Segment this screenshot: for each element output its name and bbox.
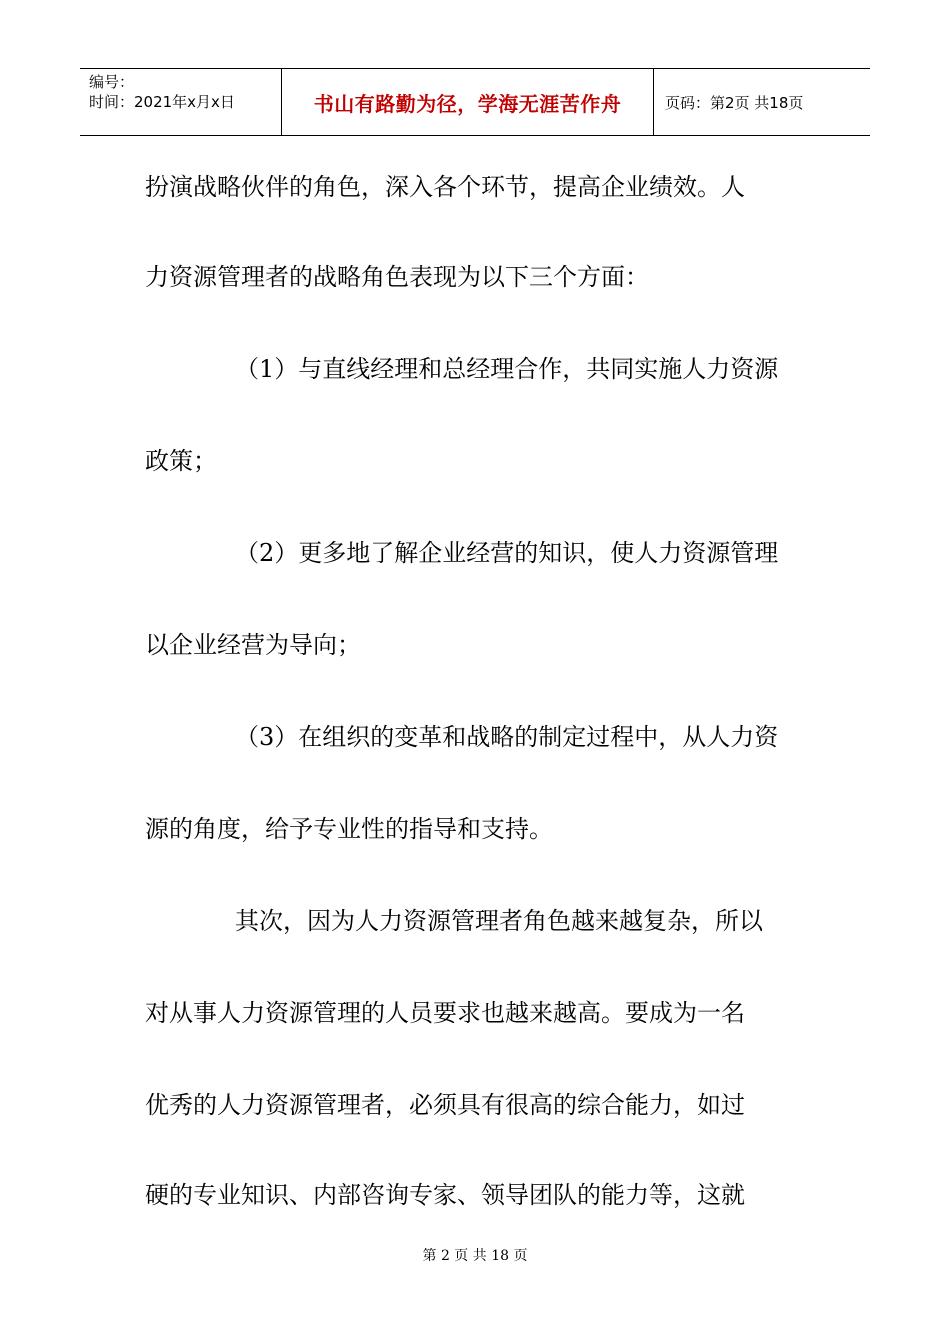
body-line: 力资源管理者的战略角色表现为以下三个方面： [145,263,649,291]
body-line: 源的角度，给予专业性的指导和支持。 [145,815,553,843]
list-item-2: （2）更多地了解企业经营的知识，使人力资源管理 [235,539,779,567]
header-meta-cell [80,69,282,135]
header-motto-cell [282,69,654,135]
document-date-label: 时间：2021年x月x日 [89,93,235,111]
body-line: 对从事人力资源管理的人员要求也越来越高。要成为一名 [145,999,745,1027]
body-line: 以企业经营为导向； [145,631,361,659]
list-item-1: （1）与直线经理和总经理合作，共同实施人力资源 [235,355,779,383]
header-page-cell [654,69,870,135]
body-line: 硬的专业知识、内部咨询专家、领导团队的能力等，这就 [145,1181,745,1209]
body-line: 扮演战略伙伴的角色，深入各个环节，提高企业绩效。人 [145,173,745,201]
document-number-label: 编号： [89,73,135,91]
page-footer: 第 2 页 共 18 页 [422,1248,528,1264]
header-motto: 书山有路勤为径，学海无涯苦作舟 [313,91,622,116]
body-line: 优秀的人力资源管理者，必须具有很高的综合能力，如过 [145,1091,745,1119]
header-page-info: 页码：第2页 共18页 [665,93,804,112]
body-line: 政策； [145,447,217,475]
list-item-3: （3）在组织的变革和战略的制定过程中，从人力资 [235,723,779,751]
page-header [80,68,870,136]
paragraph-start: 其次，因为人力资源管理者角色越来越复杂，所以 [235,907,763,935]
